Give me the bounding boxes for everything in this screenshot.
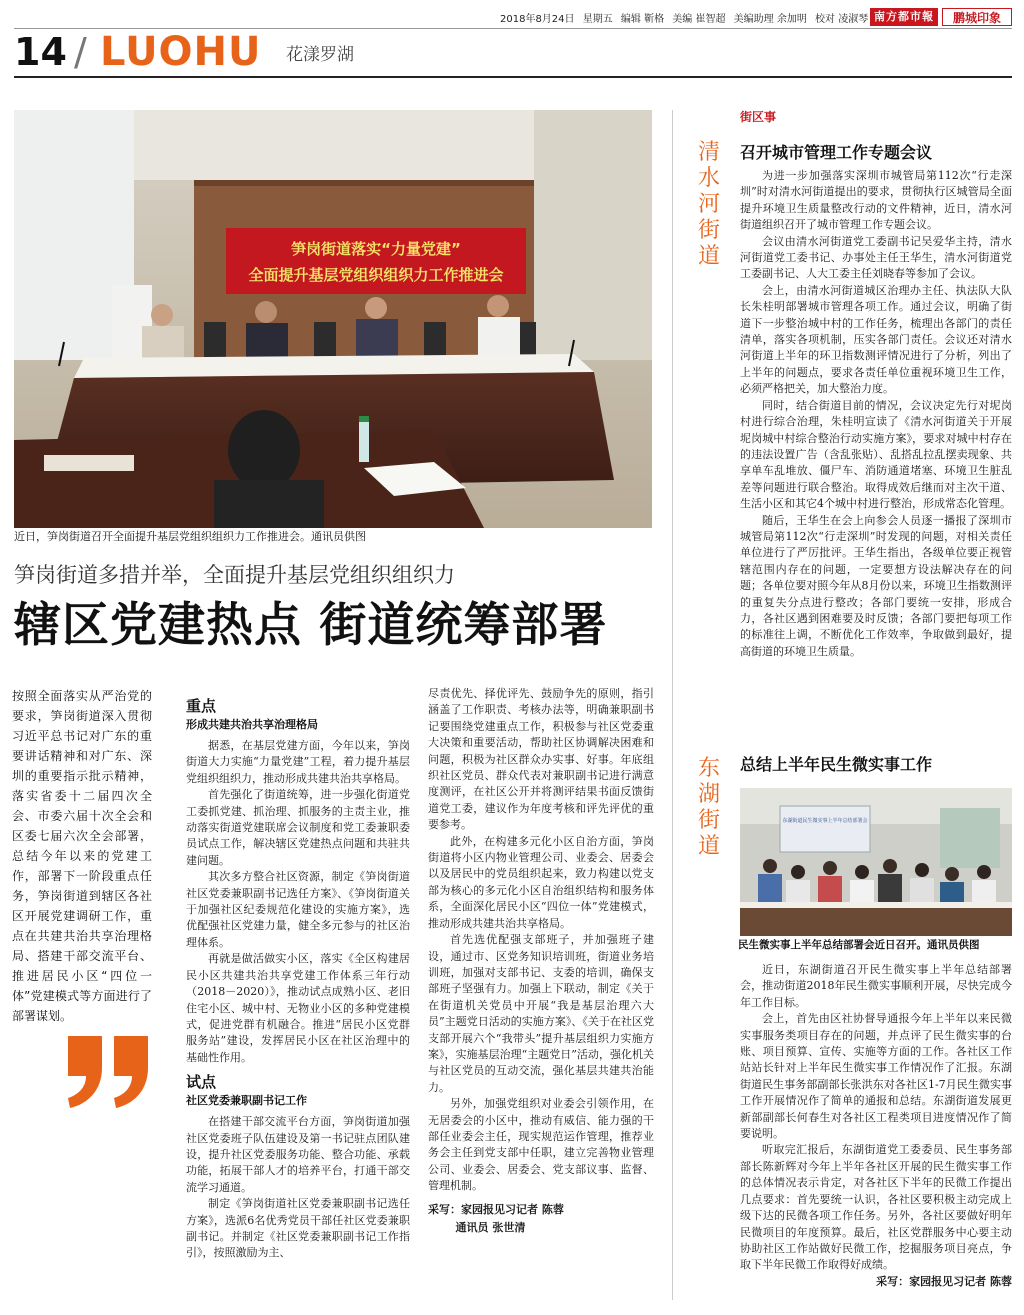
banner-text-1: 笋岗街道落实“力量党建” <box>291 240 461 258</box>
section-subtitle-pilot: 社区党委兼职副书记工作 <box>186 1094 307 1108</box>
article-column-1 <box>186 694 410 1294</box>
paragraph: 另外，加强党组织对业委会引领作用，在无居委会的小区中，推动有威信、能力强的干部任业委会主任，现实规范运作管理，推荐业务会主任到党支部中任职，建立完善物业管理公司、业委会、居委会、党支部议事、监督、管理机制。 <box>428 1097 654 1193</box>
paragraph: 尽责优先、择优评先、鼓励争先的原则，指引涵盖了工作职责、考核办法等，明确兼职副书记要围绕党建重点工作，积极参与社区党委重大决策和重要活动，帮助社区协调解决困难和问题，积极为社区群众办实事、好事。年底组织社区党员、群众代表对兼职副书记进行满意度测评，在社区公开并将测评结果书面反馈街道党工委，建议作为年度考核和评先评优的重要参考。 <box>428 687 654 832</box>
section-title-en: LUOHU <box>100 29 262 75</box>
paper-logo: 南方都市報 <box>870 8 938 26</box>
art-assistant-credit: 美编助理 余加明 <box>733 14 807 25</box>
article-byline-correspondent: 通讯员 张世清 <box>455 1220 526 1234</box>
paragraph: 近日，东湖街道召开民生微实事上半年总结部署会，推动街道2018年民生微实事顺利开展，尽快完成今年工作目标。 <box>740 963 1012 1009</box>
paragraph: 随后，王华生在会上向参会人员逐一播报了深圳市城管局第112次“行走深圳”时发现的问题，对相关责任单位进行了严厉批评。王华生指出，各级单位要正视管辖范围内存在的问题，一定要想方设法解决存在的问题；各单位要对照今年从8月份以来，环境卫生指数测评的重复失分点进行整改；各部门要统一安排，形成合力，各社区遇到困难要及时反馈；各部门要把每项工作的标准往上调，不断优化工作效率，争取做到最好，提高街道的环境卫生质量。 <box>740 513 1012 658</box>
street-char: 道 <box>697 834 720 859</box>
right-article-1-body <box>740 168 1012 724</box>
paragraph: 听取完汇报后，东湖街道党工委委员、民生事务部部长陈新辉对今年上半年各社区开展的民生微实事工作的总体情况表示肯定，对各社区下半年的民微工作提出几点要求：首先要统一认识，各社区要积极主动完成上级下达的民微各项工作任务。另外，各社区要做好明年民微项目的年度预算。最后，社区党群服务中心要主动协助社区工作站做好民微工作，挖掘服务项目亮点，争取下半年民微工作取得好成绩。 <box>740 1143 1012 1272</box>
paragraph: 为进一步加强落实深圳市城管局第112次“行走深圳”时对清水河街道提出的要求，贯彻执行区城管局全面提升环境卫生质量整改行动的文件精神，近日，清水河街道组织召开了城市管理工作专题会议。 <box>740 169 1012 232</box>
paragraph: 会议由清水河街道党工委副书记吴爱华主持，清水河街道党工委书记、办事处主任王华生，清水河街道党工委副书记、人大工委主任刘晓春等参加了会议。 <box>740 234 1012 281</box>
paper-tag-logo: 鹏城印象 <box>942 8 1012 26</box>
art-editor-credit: 美编 崔智超 <box>672 14 726 25</box>
main-photo <box>14 110 652 528</box>
street-tag-donghu <box>694 756 724 860</box>
issue-meta <box>500 10 870 26</box>
meeting-photo-illustration <box>14 110 652 528</box>
paragraph: 首先选优配强支部班子，并加强班子建设，通过市、区党务知识培训班，街道业务培训班，加强对支部书记、支委的培训，确保支部班子坚强有力。加强上下联动，制定《关于在街道机关党员中开展“我是基层治理六大员”主题党日活动的实施方案》、《关于在社区党支部开展六个“我带头”提升基层组织力实施方案》，实施基层治理“主题党日”活动，强化机关与社区党员的互动交流，强化基层共建共治能力。 <box>428 933 654 1094</box>
right-panel-divider <box>672 110 673 1300</box>
editor-credit: 编辑 靳格 <box>620 14 665 25</box>
right-photo-caption: 民生微实事上半年总结部署会近日召开。通讯员供图 <box>738 939 980 951</box>
paragraph: 再就是做活做实小区，落实《全区构建居民小区共建共治共享党建工作体系三年行动（2018－2020）》，推动试点成熟小区、老旧住宅小区、城中村、无物业小区的多种党建模式，促进党群有机融合。推进“居民小区党群服务站”建设，发挥居民小区在社区治理中的基础性作用。 <box>186 952 410 1064</box>
street-char: 街 <box>697 808 720 833</box>
banner-text-2: 全面提升基层党组织组织力工作推进会 <box>248 266 504 284</box>
issue-weekday: 星期五 <box>582 14 613 25</box>
right-article-1-title: 召开城市管理工作专题会议 <box>740 143 933 162</box>
section-title-focus: 重点 <box>186 697 217 715</box>
paragraph: 会上，由清水河街道城区治理办主任、执法队大队长朱桂明部署城市管理各项工作。通过会议，明确了街道下一步整治城中村的工作任务，梳理出各部门的责任清单，落实各项机制，压实各部门责任。会议还对清水河街道上半年的环卫指数测评情况进行了分析，列出了上半年的问题点，要求各责任单位重视环境卫生工作，必须严格把关，加大整治力度。 <box>740 283 1012 396</box>
article-column-2 <box>428 686 654 1294</box>
meeting-photo-small-illustration <box>740 788 1012 936</box>
paragraph: 据悉，在基层党建方面，今年以来，笋岗街道大力实施“力量党建”工程，着力提升基层党组织组织力，推动形成共建共治共享格局。 <box>186 739 410 785</box>
paragraph: 其次多方整合社区资源，制定《笋岗街道社区党委兼职副书记选任方案》、《笋岗街道关于加强社区纪委规范化建设的实施方案》，选优配强社区党建力量，健全多元参与的社区治理体系。 <box>186 870 410 949</box>
paragraph: 会上，首先由区社协督导通报今年上半年以来民微实事服务类项目存在的问题，并点评了民生微实事的台账、项目预算、宣传、实施等方面的工作。各社区工作站站长针对上半年民生微实事工作情况作了汇报。东湖街道民生事务部副部长张洪东对各社区1-7月民生微实事工作开展情况作了简单的通报和总结。东湖街道发展更新部副部长何春生对各社区工程类项目进度情况作了简要说明。 <box>740 1012 1012 1141</box>
paragraph: 同时，结合街道目前的情况，会议决定先行对坭岗村进行综合治理，朱桂明宣读了《清水河街道关于开展坭岗城中村综合整治行动实施方案》，要求对城中村存在的违法设置广告（含乱张贴）、乱搭乱拉乱摆卖现象、共享单车乱堆放、僵尸车、消防通道堵塞、环境卫生脏乱差等问题进行联合整治。取得成效后继而对主次干道、生活小区和其它4个城中村进行整治，形成常态化管理。 <box>740 398 1012 511</box>
right-panel-kicker: 街区事 <box>740 110 777 124</box>
street-char: 东 <box>697 756 720 781</box>
paragraph: 此外，在构建多元化小区自治方面，笋岗街道将小区内物业管理公司、业委会、居委会以及居民中的党员组织起来，致力构建以党支部为核心的多元化小区自治组织结构和服务体系，全面深化居民小区“四位一体”党建模式，推动形成共建共治共享格局。 <box>428 834 654 930</box>
section-title-cn: 花漾罗湖 <box>286 45 354 65</box>
right-article-2-byline: 采写：家园报见习记者 陈蓉 <box>876 1274 1012 1288</box>
proofreader-credit: 校对 凌淑琴 <box>815 14 869 25</box>
street-char: 河 <box>697 192 720 217</box>
street-tag-qingshuihe <box>694 140 724 270</box>
street-char: 道 <box>697 244 720 269</box>
page-number: 14 <box>14 30 67 74</box>
right-article-2-title: 总结上半年民生微实事工作 <box>740 755 933 774</box>
article-headline: 辖区党建热点 街道统筹部署 <box>14 598 608 653</box>
article-subhead: 笋岗街道多措并举，全面提升基层党组织组织力 <box>14 563 455 587</box>
street-char: 水 <box>697 166 720 191</box>
main-photo-caption: 近日，笋岗街道召开全面提升基层党组织组织力工作推进会。通讯员供图 <box>14 530 366 543</box>
page-slash: / <box>74 30 87 74</box>
street-char: 湖 <box>697 782 720 807</box>
article-lead: 按照全面落实从严治党的要求，笋岗街道深入贯彻习近平总书记对广东的重要讲话精神和对广东、深圳的重要指示批示精神，落实省委十二届四次全会、市委六届十次全会和区委七届六次全会部署，总结今年以来的党建工作，部署下一阶段重点任务，笋岗街道到辖区各社区开展党建调研工作，重点在共建共治共享治理格局、搭建干部交流平台、推进居民小区“四位一体”党建模式等方面进行了部署谋划。 <box>12 689 152 1023</box>
paragraph: 首先强化了街道统筹，进一步强化街道党工委抓党建、抓治理、抓服务的主责主业，推动落实街道党建联席会议制度和党工委兼职委员试点工作，解决辖区党建热点问题和共驻共建问题。 <box>186 788 410 867</box>
section-title-pilot: 试点 <box>186 1073 217 1092</box>
street-char: 街 <box>697 218 720 243</box>
right-article-2-body <box>740 962 1012 1298</box>
screen-banner-text: 东湖街道民生微实事上半年总结部署会 <box>782 818 868 824</box>
article-byline: 采写：家园报见习记者 陈蓉 <box>428 1202 564 1216</box>
right-photo <box>740 788 1012 936</box>
section-subtitle-focus: 形成共建共治共享治理格局 <box>186 718 318 731</box>
street-char: 清 <box>697 140 720 165</box>
quote-mark-icon <box>62 1032 154 1112</box>
banner-shape <box>226 228 526 294</box>
paragraph: 制定《笋岗街道社区党委兼职副书记选任方案》，选派6名优秀党员干部任社区党委兼职副书记。并制定《社区党委兼职副书记工作指引》，按照激励为主、 <box>186 1197 410 1260</box>
paragraph: 在搭建干部交流平台方面，笋岗街道加强社区党委班子队伍建设及第一书记驻点团队建设，提升社区党委服务功能、整合功能、承载功能，拓展干部人才的培养平台，打通干部交流学习通道。 <box>186 1115 410 1194</box>
header-divider <box>14 76 1012 78</box>
issue-date: 2018年8月24日 <box>500 14 575 25</box>
